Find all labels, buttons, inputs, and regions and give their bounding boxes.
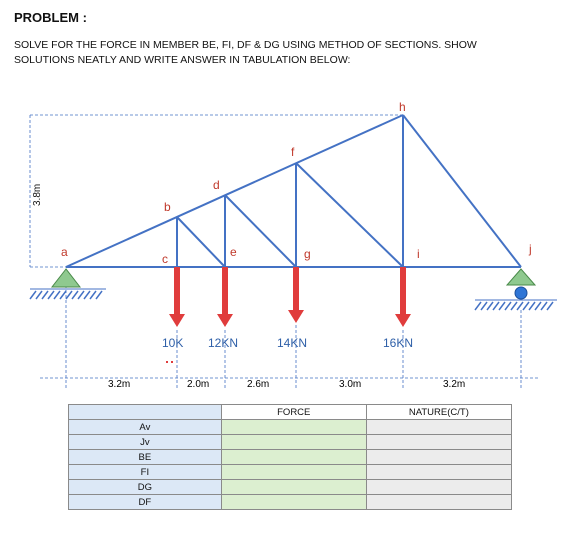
- span-label-2: 2.0m: [187, 379, 210, 390]
- row-label-av: Av: [69, 420, 222, 435]
- table-row: [69, 450, 512, 465]
- force-cell[interactable]: [221, 465, 366, 480]
- load-label-12kn: 12KN: [208, 336, 239, 350]
- nature-cell[interactable]: [366, 495, 511, 510]
- node-label-f: f: [291, 145, 295, 159]
- row-label-jv: Jv: [69, 435, 222, 450]
- force-cell[interactable]: [221, 450, 366, 465]
- load-arrow-e: [217, 267, 233, 327]
- small-marks: [166, 361, 173, 363]
- load-arrow-i: [395, 267, 411, 327]
- table-row: [69, 495, 512, 510]
- node-label-d: d: [213, 178, 220, 192]
- node-label-b: b: [164, 200, 171, 214]
- span-label-5: 3.2m: [443, 379, 466, 390]
- node-label-j: j: [529, 242, 532, 256]
- truss-members: [66, 115, 521, 267]
- span-label-3: 2.6m: [247, 379, 270, 390]
- table-row: [69, 420, 512, 435]
- load-label-16kn: 16KN: [383, 336, 414, 350]
- header-cell-blank: [69, 405, 222, 420]
- table-row: [69, 435, 512, 450]
- load-label-10k: 10K: [162, 336, 184, 350]
- load-label-14kn: 14KN: [277, 336, 308, 350]
- span-label-1: 3.2m: [108, 379, 131, 390]
- node-label-c: c: [162, 252, 168, 266]
- node-label-h: h: [399, 100, 406, 114]
- force-cell[interactable]: [221, 435, 366, 450]
- force-cell[interactable]: [221, 495, 366, 510]
- table-row: [69, 480, 512, 495]
- row-label-fi: FI: [69, 465, 222, 480]
- row-label-dg: DG: [69, 480, 222, 495]
- table-row: [69, 465, 512, 480]
- problem-title: PROBLEM :: [14, 10, 87, 25]
- header-cell-force: FORCE: [221, 405, 366, 420]
- nature-cell[interactable]: [366, 420, 511, 435]
- load-arrow-c: [169, 267, 185, 327]
- nature-cell[interactable]: [366, 450, 511, 465]
- member-fi: [296, 163, 403, 267]
- node-label-g: g: [304, 247, 311, 261]
- node-label-a: a: [61, 245, 68, 259]
- node-label-e: e: [230, 245, 237, 259]
- nature-cell[interactable]: [366, 465, 511, 480]
- span-label-4: 3.0m: [339, 379, 362, 390]
- answer-table: [68, 404, 512, 510]
- member-be: [177, 217, 225, 267]
- pin-support-a: [30, 269, 106, 299]
- load-arrow-g: [288, 267, 304, 323]
- nature-cell[interactable]: [366, 480, 511, 495]
- table-header-row: [69, 405, 512, 420]
- roller-support-j: [475, 269, 557, 310]
- force-cell[interactable]: [221, 480, 366, 495]
- force-cell[interactable]: [221, 420, 366, 435]
- node-label-i: i: [417, 247, 420, 261]
- row-label-df: DF: [69, 495, 222, 510]
- header-cell-nature: NATURE(C/T): [366, 405, 511, 420]
- problem-instruction: SOLVE FOR THE FORCE IN MEMBER BE, FI, DF & DG USING METHOD OF SECTIONS. SHOW SOLUTIONS NEATLY AND WRITE ANSWER IN TABULATION BELOW:: [14, 39, 477, 66]
- nature-cell[interactable]: [366, 435, 511, 450]
- height-label: 3.8m: [32, 183, 43, 206]
- row-label-be: BE: [69, 450, 222, 465]
- top-chord-right: [403, 115, 521, 267]
